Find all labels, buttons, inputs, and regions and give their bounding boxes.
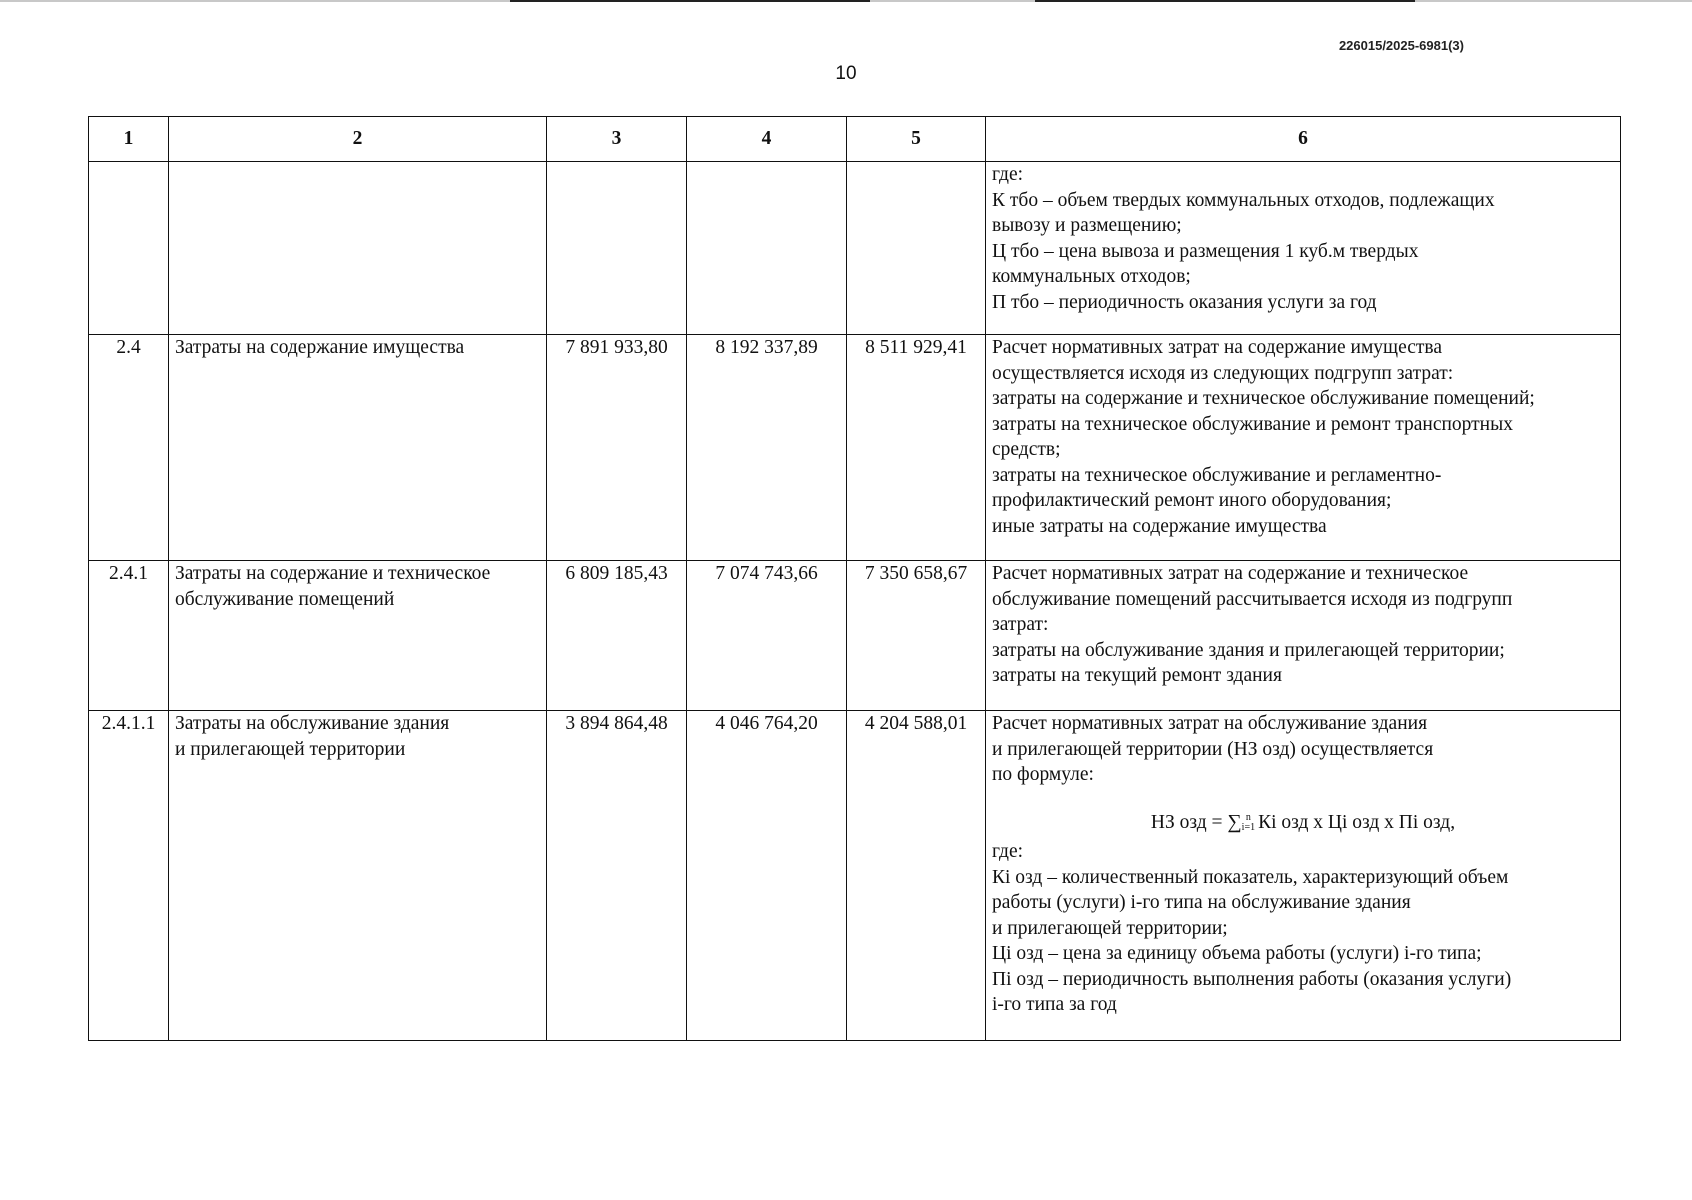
value-year-3: 8 511 929,41 [847,335,986,561]
description-line: работы (услуги) i-го типа на обслуживание здания [992,892,1411,913]
cost-table [88,116,1621,1041]
description-line: Цi озд – цена за единицу объема работы (услуги) i-го типа; [992,943,1482,964]
page-number: 10 [835,63,857,84]
row-description [986,335,1621,561]
description-line: профилактический ремонт иного оборудования; [992,490,1392,511]
value-year-3 [847,162,986,335]
description-line: вывозу и размещению; [992,215,1182,236]
sum-lower-limit: i=1 [1241,822,1256,834]
description-line: К тбо – объем твердых коммунальных отходов, подлежащих [992,189,1495,211]
description-line: иные затраты на содержание имущества [992,515,1327,537]
table-row [89,335,1621,561]
description-line: Расчет нормативных затрат на содержание и техническое [992,563,1469,584]
formula-lhs: НЗ озд = [1150,811,1228,833]
formula [992,810,1614,836]
row-name-line: Затраты на содержание и техническое [175,563,491,584]
value-year-2 [687,162,847,335]
description-line: затраты на техническое обслуживание и ремонт транспортных [992,413,1513,435]
column-header: 4 [687,117,847,162]
description-line: затрат: [992,614,1049,635]
value-year-2: 7 074 743,66 [687,561,847,711]
row-name-line: Затраты на обслуживание здания [175,713,450,734]
description-line: средств; [992,439,1061,460]
scan-top-mark [510,0,870,2]
table-row [89,711,1621,1041]
sigma-symbol: ∑ [1227,810,1242,833]
description-line: осуществляется исходя из следующих подгрупп затрат: [992,362,1454,384]
description-line: где: [992,841,1024,862]
description-line: Расчет нормативных затрат на содержание имущества [992,337,1442,358]
description-line: затраты на обслуживание здания и прилегающей территории; [992,639,1505,661]
description-line: где: [992,164,1024,185]
row-description [986,561,1621,711]
row-name [169,711,547,1041]
description-line: i-го типа за год [992,994,1117,1015]
description-line: затраты на содержание и техническое обслуживание помещений; [992,388,1535,409]
description-line: и прилегающей территории (НЗ озд) осуществляется [992,738,1434,760]
value-year-1: 3 894 864,48 [547,711,687,1041]
sum-upper-limit: n [1245,812,1251,824]
row-name [169,162,547,335]
description-line: по формуле: [992,764,1094,785]
column-header: 2 [169,117,547,162]
description-line: коммунальных отходов; [992,266,1191,287]
sum-limits [1242,813,1255,833]
description-line: Расчет нормативных затрат на обслуживание здания [992,713,1428,734]
table-header-row [89,117,1621,162]
scan-top-mark [1035,0,1415,2]
row-name [169,561,547,711]
value-year-1: 6 809 185,43 [547,561,687,711]
description-line: и прилегающей территории; [992,917,1228,939]
description-line: Кi озд – количественный показатель, характеризующий объем [992,866,1509,888]
description-line: затраты на техническое обслуживание и регламентно- [992,464,1442,486]
value-year-1 [547,162,687,335]
formula-rhs: Кi озд х Цi озд х Пi озд, [1258,811,1456,833]
column-header: 3 [547,117,687,162]
column-header: 5 [847,117,986,162]
row-name: Затраты на содержание имущества [169,335,547,561]
row-number [89,162,169,335]
value-year-1: 7 891 933,80 [547,335,687,561]
row-number: 2.4.1 [89,561,169,711]
table-row [89,561,1621,711]
column-header: 6 [986,117,1621,162]
row-number: 2.4 [89,335,169,561]
value-year-2: 8 192 337,89 [687,335,847,561]
value-year-2: 4 046 764,20 [687,711,847,1041]
description-line: П тбо – периодичность оказания услуги за год [992,291,1377,313]
row-description [986,711,1621,1041]
row-name-line: и прилегающей территории [175,738,406,760]
description-line: обслуживание помещений рассчитывается исходя из подгрупп [992,588,1513,610]
row-description [986,162,1621,335]
value-year-3: 4 204 588,01 [847,711,986,1041]
column-header: 1 [89,117,169,162]
value-year-3: 7 350 658,67 [847,561,986,711]
description-line: Ц тбо – цена вывоза и размещения 1 куб.м твердых [992,240,1419,262]
row-number: 2.4.1.1 [89,711,169,1041]
description-line: Пi озд – периодичность выполнения работы (оказания услуги) [992,968,1512,990]
registration-number: 226015/2025-6981(3) [1338,38,1464,53]
row-name-line: обслуживание помещений [175,588,395,610]
description-line: затраты на текущий ремонт здания [992,665,1282,686]
table-row [89,162,1621,335]
